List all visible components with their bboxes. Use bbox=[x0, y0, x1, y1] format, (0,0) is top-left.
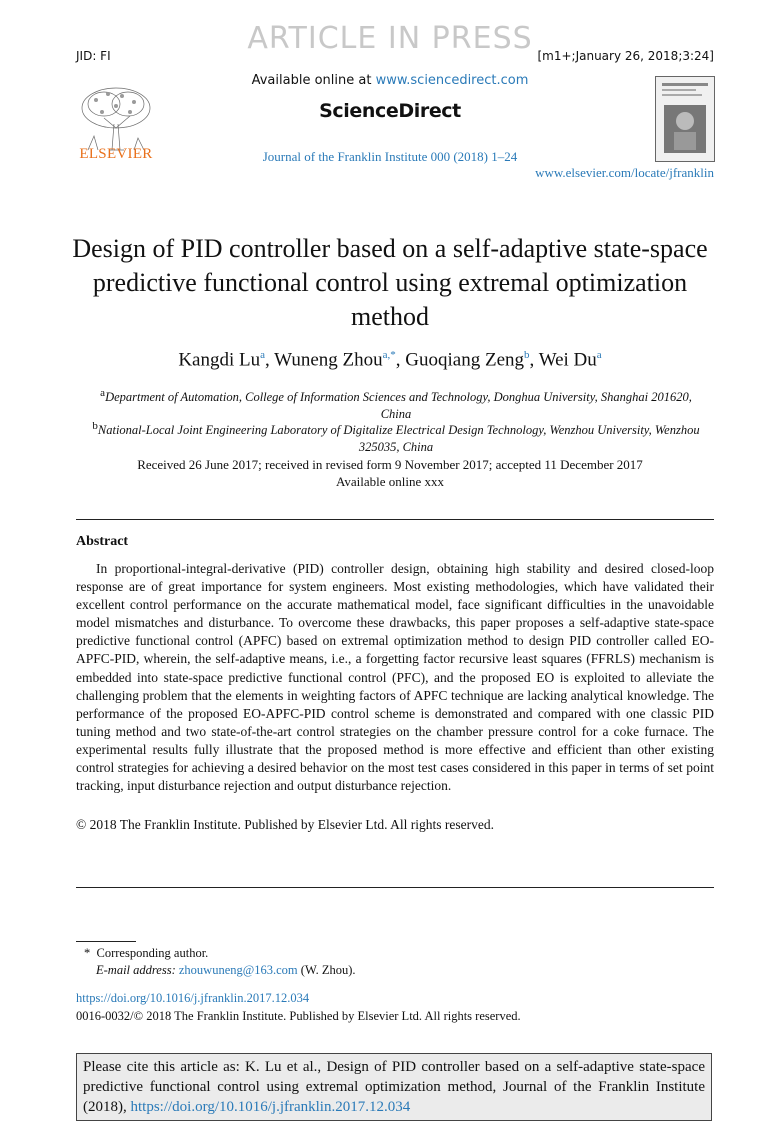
author-affiliation-mark[interactable]: a bbox=[596, 349, 602, 361]
email-link[interactable]: zhouwuneng@163.com bbox=[178, 963, 298, 977]
author-list: Kangdi Lu$^a$, Wuneng Zhou$^{a,*}$, Guoqiang Zeng$^b$, Wei Du$^a$ bbox=[178, 349, 602, 371]
abstract-heading: Abstract bbox=[76, 534, 129, 549]
corresponding-text: Corresponding author. bbox=[96, 946, 209, 960]
email-label: E-mail address: bbox=[96, 963, 176, 977]
journal-citation-line[interactable]: Journal of the Franklin Institute 000 (2018) 1–24 bbox=[262, 149, 518, 164]
author-affiliation-mark[interactable]: a bbox=[260, 349, 265, 361]
footnote-rule bbox=[76, 941, 136, 942]
article-dates bbox=[70, 456, 710, 490]
cite-this-article-box bbox=[76, 1053, 712, 1121]
cite-text: Please cite this article as: K. Lu et al., Design of PID controller based on a self-adaptive state-space predictive functional control using extremal optimization method, Journal of the Franklin Institute (2018), bbox=[83, 1059, 705, 1115]
affiliation-mark: b bbox=[92, 420, 98, 432]
available-prefix: Available online at bbox=[251, 73, 376, 88]
affiliation-b bbox=[86, 418, 706, 456]
journal-cover-thumbnail bbox=[655, 76, 715, 162]
corresponding-author-note bbox=[84, 946, 208, 961]
email-owner: (W. Zhou). bbox=[300, 963, 356, 977]
email-note bbox=[96, 963, 356, 978]
author-name: Wei Du bbox=[538, 349, 597, 371]
journal-homepage-link[interactable]: www.elsevier.com/locate/jfranklin bbox=[535, 165, 714, 180]
author-affiliation-mark[interactable]: a,* bbox=[382, 349, 396, 361]
author-name: Guoqiang Zeng bbox=[405, 349, 525, 371]
corresponding-mark: * bbox=[84, 946, 91, 960]
affiliation-mark: a bbox=[100, 387, 106, 399]
journal-id: JID: FI bbox=[76, 49, 111, 63]
available-online-date: Available online xxx bbox=[335, 474, 445, 489]
affiliation-text: Department of Automation, College of Information Sciences and Technology, Donghua University, Shanghai 201620, China bbox=[105, 390, 692, 422]
article-in-press-banner: ARTICLE IN PRESS bbox=[247, 21, 533, 56]
issn-copyright: 0016-0032/© 2018 The Franklin Institute. Published by Elsevier Ltd. All rights reserved. bbox=[76, 1009, 521, 1023]
author-name: Kangdi Lu bbox=[178, 349, 261, 371]
abstract-copyright: © 2018 The Franklin Institute. Published by Elsevier Ltd. All rights reserved. bbox=[76, 817, 494, 832]
sciencedirect-wordmark: ScienceDirect bbox=[319, 100, 461, 122]
author-name: Wuneng Zhou bbox=[274, 349, 383, 371]
article-title: Design of PID controller based on a self-adaptive state-space predictive functional control using extremal optimization method bbox=[72, 234, 708, 331]
abstract-body: In proportional-integral-derivative (PID) controller design, obtaining high stability and desired closed-loop response are of great importance for system engineers. Most existing methodologies, which have validated their excellent control performance on the accurate mathematical model, face significant difficulties in the unavoidable model mismatches and disturbance. To overcome these drawbacks, this paper proposes a self-adaptive state-space predictive functional control (APFC) based on extremal optimization method to design PID controller called EO-APFC-PID, wherein, the self-adaptive means, i.e., a forgetting factor recursive least squares (FFRLS) mechanism is embedded into state-space predictive functional control (PFC), and the proposed EO is exploited to alleviate the challenging problem that the elements in weighting factors of APFC technique are lacking analytical knowledge. The performance of the proposed EO-APFC-PID control scheme is demonstrated and compared with one classic PID tuning method and two state-of-the-art control strategies on the chamber pressure control for a coke furnace. The experimental results fully illustrate that the proposed method is more effective and efficient than other existing control strategies for achieving a desired behavior on the most test cases considered in this paper in terms of set point tracking, input disturbance rejection and output disturbance rejection. bbox=[76, 561, 714, 794]
doi-link[interactable]: https://doi.org/10.1016/j.jfranklin.2017.12.034 bbox=[76, 991, 310, 1005]
build-stamp: [m1+;January 26, 2018;3:24] bbox=[537, 49, 714, 63]
history-dates: Received 26 June 2017; received in revised form 9 November 2017; accepted 11 December 2017 bbox=[137, 457, 643, 472]
sciencedirect-link[interactable]: www.sciencedirect.com bbox=[375, 73, 529, 88]
affiliation-text: National-Local Joint Engineering Laboratory of Digitalize Electrical Design Technology, Wenzhou University, Wenzhou 325035, China bbox=[97, 423, 700, 455]
cite-doi-link[interactable]: https://doi.org/10.1016/j.jfranklin.2017.12.034 bbox=[130, 1099, 411, 1115]
publisher-name: ELSEVIER bbox=[79, 146, 153, 162]
abstract-top-rule bbox=[76, 519, 714, 520]
abstract-bottom-rule bbox=[76, 887, 714, 888]
author-affiliation-mark[interactable]: b bbox=[524, 349, 530, 361]
